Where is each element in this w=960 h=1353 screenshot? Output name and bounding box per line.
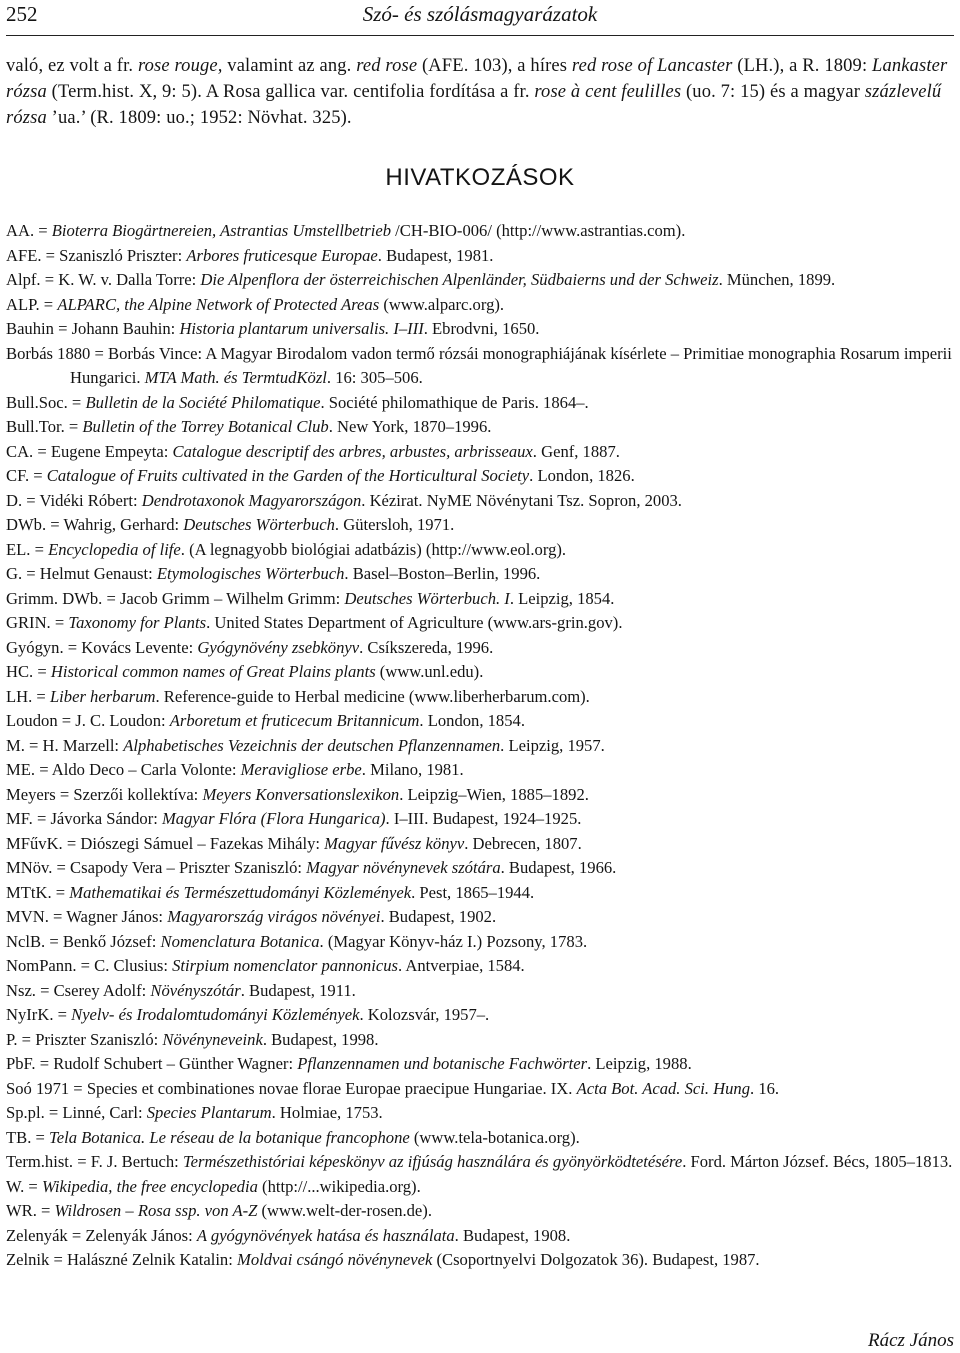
- text-run: . New York, 1870–1996.: [328, 417, 492, 436]
- reference-entry: [6, 513, 958, 538]
- reference-entry: [6, 464, 958, 489]
- text-run: . Gütersloh, 1971.: [334, 515, 455, 534]
- text-run: Bull.Tor. =: [6, 417, 83, 436]
- italic-text: Species Plantarum: [146, 1103, 272, 1122]
- text-run: LH. =: [6, 686, 50, 706]
- reference-entry: [6, 954, 958, 979]
- text-run: . Csíkszereda, 1996.: [359, 637, 494, 657]
- text-run: P. = Priszter Szaniszló:: [6, 1029, 163, 1049]
- running-title: Szó- és szólásmagyarázatok: [362, 2, 598, 26]
- text-run: . Pest, 1865–1944.: [411, 882, 535, 902]
- italic-text: Növényneveink: [162, 1029, 263, 1049]
- italic-text: Nomenclatura Botanica: [160, 931, 320, 951]
- text-run: . Reference-guide to Herbal medicine (www.liberherbarum.com).: [155, 686, 590, 706]
- reference-entry: [6, 734, 958, 759]
- italic-text: ALPARC, the Alpine Network of Protected Areas: [57, 294, 380, 314]
- text-run: PbF. = Rudolf Schubert – Günther Wagner:: [6, 1054, 298, 1073]
- italic-text: Növényszótár: [150, 980, 241, 1000]
- text-run: (www.tela-botanica.org).: [409, 1127, 580, 1147]
- text-run: . Kolozsvár, 1957–.: [359, 1005, 490, 1024]
- text-run: (http://...wikipedia.org).: [257, 1176, 421, 1196]
- text-run: Borbás 1880 = Borbás Vince: A Magyar Birodalom vadon termő rózsái monographiájának kísérlete – Primitiae monographia Rosarum imperii Hungarici.: [6, 343, 952, 387]
- italic-text: Wildrosen – Rosa ssp. von A-Z: [54, 1201, 258, 1220]
- text-run: . (Magyar Könyv-ház I.) Pozsony, 1783.: [319, 931, 588, 951]
- italic-text: rose rouge,: [137, 56, 223, 76]
- text-run: . 16.: [750, 1078, 780, 1098]
- text-run: (AFE. 103), a híres: [417, 56, 572, 76]
- reference-entry: [6, 832, 958, 857]
- italic-text: Catalogue of Fruits cultivated in the Garden of the Horticultural Society: [46, 466, 530, 485]
- reference-entry: [6, 1028, 958, 1053]
- text-run: ’ua.’ (R. 1809: uo.; 1952: Növhat. 325).: [46, 108, 352, 128]
- italic-text: Magyar növénynevek szótára: [306, 858, 501, 877]
- reference-entry: [6, 1175, 958, 1200]
- text-run: Sp.pl. = Linné, Carl:: [6, 1103, 147, 1122]
- text-run: (Csoportnyelvi Dolgozatok 36). Budapest, 1987.: [432, 1250, 760, 1269]
- text-run: G. = Helmut Genaust:: [6, 564, 157, 583]
- text-run: Term.hist. = F. J. Bertuch:: [6, 1152, 183, 1171]
- italic-text: MTA Math. és TermtudKözl: [144, 368, 327, 387]
- text-run: W. =: [6, 1176, 42, 1196]
- reference-entry: [6, 391, 958, 416]
- italic-text: red rose of Lancaster: [571, 56, 733, 76]
- text-run: /CH-BIO-006/ (http://www.astrantias.com).: [391, 221, 686, 240]
- text-run: AA. =: [6, 221, 52, 240]
- text-run: . Holmiae, 1753.: [271, 1103, 383, 1122]
- italic-text: Lankaster rózsa: [6, 56, 948, 102]
- reference-entry: [6, 219, 958, 244]
- reference-entry: [6, 1199, 958, 1224]
- text-run: . Leipzig, 1957.: [500, 735, 605, 755]
- text-run: . München, 1899.: [718, 270, 836, 289]
- text-run: . Budapest, 1911.: [240, 980, 356, 1000]
- text-run: Bull.Soc. =: [6, 392, 86, 412]
- intro-paragraph: [6, 53, 956, 131]
- italic-text: Meyers Konversationslexikon: [202, 784, 400, 804]
- reference-entry: [6, 317, 958, 342]
- italic-text: Meravigliose erbe: [240, 760, 362, 779]
- italic-text: Acta Bot. Acad. Sci. Hung: [576, 1078, 751, 1098]
- reference-entry: [6, 415, 958, 440]
- italic-text: Encyclopedia of life: [48, 539, 181, 559]
- reference-entry: [6, 636, 958, 661]
- text-run: (Term.hist. X, 9: 5). A Rosa gallica var. centifolia fordítása a fr.: [46, 82, 535, 102]
- reference-entry: [6, 758, 958, 783]
- text-run: ME. = Aldo Deco – Carla Volonte:: [6, 760, 241, 779]
- reference-entry: [6, 244, 958, 269]
- text-run: MVN. = Wagner János:: [6, 907, 168, 926]
- italic-text: Bioterra Biogärtnereien, Astrantias Umstellbetrieb: [51, 221, 392, 240]
- text-run: NclB. = Benkő József:: [6, 931, 161, 951]
- italic-text: Wikipedia, the free encyclopedia: [41, 1176, 258, 1196]
- text-run: Meyers = Szerzői kollektíva:: [6, 784, 203, 804]
- text-run: D. = Vidéki Róbert:: [6, 490, 142, 510]
- text-run: . Basel–Boston–Berlin, 1996.: [344, 564, 541, 583]
- text-run: . Genf, 1887.: [532, 441, 620, 461]
- reference-entry: [6, 587, 958, 612]
- reference-list: [6, 219, 958, 1273]
- reference-entry: [6, 293, 958, 318]
- text-run: . Budapest, 1966.: [500, 858, 617, 877]
- text-run: . 16: 305–506.: [326, 368, 423, 387]
- text-run: . Debrecen, 1807.: [464, 833, 582, 853]
- italic-text: Mathematikai és Természettudományi Közlemények: [69, 882, 412, 902]
- reference-entry: [6, 1248, 958, 1273]
- text-run: DWb. = Wahrig, Gerhard:: [6, 515, 184, 534]
- reference-entry: [6, 342, 958, 391]
- text-run: MFűvK. = Diószegi Sámuel – Fazekas Mihály:: [6, 833, 325, 853]
- reference-entry: [6, 979, 958, 1004]
- text-run: AFE. = Szaniszló Priszter:: [6, 245, 187, 265]
- italic-text: Magyarország virágos növényei: [167, 907, 381, 926]
- text-run: . Budapest, 1908.: [454, 1225, 571, 1245]
- text-run: NomPann. = C. Clusius:: [6, 956, 173, 975]
- page-header: [0, 0, 960, 40]
- italic-text: Historia plantarum universalis. I–III: [179, 319, 424, 338]
- reference-entry: [6, 538, 958, 563]
- italic-text: százlevelű rózsa: [6, 82, 942, 128]
- italic-text: Historical common names of Great Plains plants: [50, 662, 376, 681]
- reference-entry: [6, 881, 958, 906]
- italic-text: Arbores fruticesque Europae: [186, 245, 378, 265]
- italic-text: Tela Botanica. Le réseau de la botanique francophone: [49, 1127, 410, 1147]
- italic-text: Dendrotaxonok Magyarországon: [141, 490, 362, 510]
- text-run: . (A legnagyobb biológiai adatbázis) (http://www.eol.org).: [180, 539, 567, 559]
- reference-entry: [6, 489, 958, 514]
- text-run: Gyógyn. = Kovács Levente:: [6, 637, 198, 657]
- text-run: Soó 1971 = Species et combinationes novae florae Europae praecipue Hungariae. IX.: [6, 1078, 577, 1098]
- text-run: . United States Department of Agriculture (www.ars-grin.gov).: [206, 613, 623, 632]
- reference-entry: [6, 930, 958, 955]
- text-run: (www.unl.edu).: [375, 662, 484, 681]
- text-run: . Leipzig, 1988.: [587, 1054, 692, 1073]
- text-run: GRIN. =: [6, 613, 69, 632]
- text-run: . Milano, 1981.: [361, 760, 464, 779]
- italic-text: Die Alpenflora der österreichischen Alpenländer, Südbaierns und der Schweiz: [200, 270, 719, 289]
- text-run: . London, 1854.: [419, 711, 525, 730]
- italic-text: Pflanzennamen und botanische Fachwörter: [297, 1054, 588, 1073]
- text-run: . Leipzig, 1854.: [509, 588, 615, 608]
- reference-entry: [6, 1077, 958, 1102]
- text-run: . London, 1826.: [529, 466, 635, 485]
- text-run: Grimm. DWb. = Jacob Grimm – Wilhelm Grimm:: [6, 588, 345, 608]
- reference-entry: [6, 1126, 958, 1151]
- text-run: . Ebrodvni, 1650.: [423, 319, 540, 338]
- text-run: való, ez volt a fr.: [6, 56, 138, 76]
- text-run: . Budapest, 1981.: [377, 245, 494, 265]
- italic-text: Arboretum et fruticecum Britannicum: [169, 711, 420, 730]
- text-run: . I–III. Budapest, 1924–1925.: [385, 809, 582, 828]
- italic-text: red rose: [356, 56, 418, 76]
- italic-text: Bulletin de la Société Philomatique: [85, 392, 321, 412]
- italic-text: Magyar fűvész könyv: [324, 833, 465, 853]
- reference-entry: [6, 1003, 958, 1028]
- italic-text: Liber herbarum: [49, 686, 156, 706]
- text-run: valamint az ang.: [222, 56, 357, 76]
- page-number: 252: [6, 2, 38, 26]
- reference-entry: [6, 807, 958, 832]
- text-run: Nsz. = Cserey Adolf:: [6, 980, 151, 1000]
- section-heading: HIVATKOZÁSOK: [385, 164, 575, 191]
- text-run: EL. =: [6, 539, 49, 559]
- text-run: . Leipzig–Wien, 1885–1892.: [399, 784, 589, 804]
- text-run: ALP. =: [6, 294, 58, 314]
- reference-entry: [6, 1150, 958, 1175]
- italic-text: Stirpium nomenclator pannonicus: [172, 956, 398, 975]
- reference-entry: [6, 856, 958, 881]
- text-run: . Société philomathique de Paris. 1864–.: [320, 392, 589, 412]
- text-run: MTtK. =: [6, 882, 70, 902]
- text-run: . Antverpiae, 1584.: [397, 956, 525, 975]
- italic-text: Taxonomy for Plants: [68, 613, 207, 632]
- italic-text: A gyógynövények hatása és használata: [196, 1225, 455, 1245]
- text-run: MNöv. = Csapody Vera – Priszter Szaniszló:: [6, 858, 307, 877]
- text-run: . Budapest, 1902.: [380, 907, 497, 926]
- reference-entry: [6, 660, 958, 685]
- reference-entry: [6, 562, 958, 587]
- text-run: Zelnik = Halászné Zelnik Katalin:: [6, 1250, 237, 1269]
- text-run: (www.welt-der-rosen.de).: [257, 1201, 432, 1220]
- text-run: CA. = Eugene Empeyta:: [6, 441, 173, 461]
- italic-text: Moldvai csángó növénynevek: [237, 1250, 433, 1269]
- text-run: . Kézirat. NyME Növénytani Tsz. Sopron, 2003.: [361, 490, 682, 510]
- reference-entry: [6, 1101, 958, 1126]
- reference-entry: [6, 685, 958, 710]
- italic-text: Deutsches Wörterbuch: [183, 515, 335, 534]
- text-run: (www.alparc.org).: [379, 294, 505, 314]
- reference-entry: [6, 905, 958, 930]
- italic-text: Magyar Flóra (Flora Hungarica): [161, 809, 386, 828]
- text-run: (uo. 7: 15) és a magyar: [681, 82, 865, 102]
- reference-entry: [6, 1052, 958, 1077]
- italic-text: Gyógynövény zsebkönyv: [197, 637, 360, 657]
- reference-entry: [6, 611, 958, 636]
- text-run: HC. =: [6, 662, 51, 681]
- reference-entry: [6, 783, 958, 808]
- italic-text: Catalogue descriptif des arbres, arbustes, arbrisseaux: [172, 441, 533, 461]
- text-run: WR. =: [6, 1201, 55, 1220]
- italic-text: Természethistóriai képeskönyv az ifjúság használára és gyönyörködtetésére: [182, 1152, 683, 1171]
- italic-text: Deutsches Wörterbuch. I: [344, 588, 510, 608]
- text-run: Loudon = J. C. Loudon:: [6, 711, 170, 730]
- header-rule: [6, 35, 954, 36]
- text-run: TB. =: [6, 1127, 50, 1147]
- text-run: Bauhin = Johann Bauhin:: [6, 319, 180, 338]
- text-run: CF. =: [6, 466, 47, 485]
- text-run: MF. = Jávorka Sándor:: [6, 809, 162, 828]
- italic-text: Bulletin of the Torrey Botanical Club: [82, 417, 329, 436]
- text-run: NyIrK. =: [6, 1005, 72, 1024]
- italic-text: Etymologisches Wörterbuch: [156, 564, 345, 583]
- italic-text: rose à cent feulilles: [534, 82, 682, 102]
- reference-entry: [6, 268, 958, 293]
- reference-entry: [6, 1224, 958, 1249]
- text-run: (LH.), a R. 1809:: [732, 56, 873, 76]
- text-run: Alpf. = K. W. v. Dalla Torre:: [6, 270, 201, 289]
- italic-text: Nyelv- és Irodalomtudományi Közlemények: [71, 1005, 360, 1024]
- reference-entry: [6, 440, 958, 465]
- text-run: . Budapest, 1998.: [262, 1029, 379, 1049]
- reference-entry: [6, 709, 958, 734]
- author-signature: Rácz János: [867, 1330, 954, 1351]
- text-run: Zelenyák = Zelenyák János:: [6, 1225, 197, 1245]
- text-run: M. = H. Marzell:: [6, 735, 124, 755]
- text-run: . Ford. Márton József. Bécs, 1805–1813.: [682, 1152, 953, 1171]
- italic-text: Alphabetisches Vezeichnis der deutschen Pflanzennamen: [123, 735, 501, 755]
